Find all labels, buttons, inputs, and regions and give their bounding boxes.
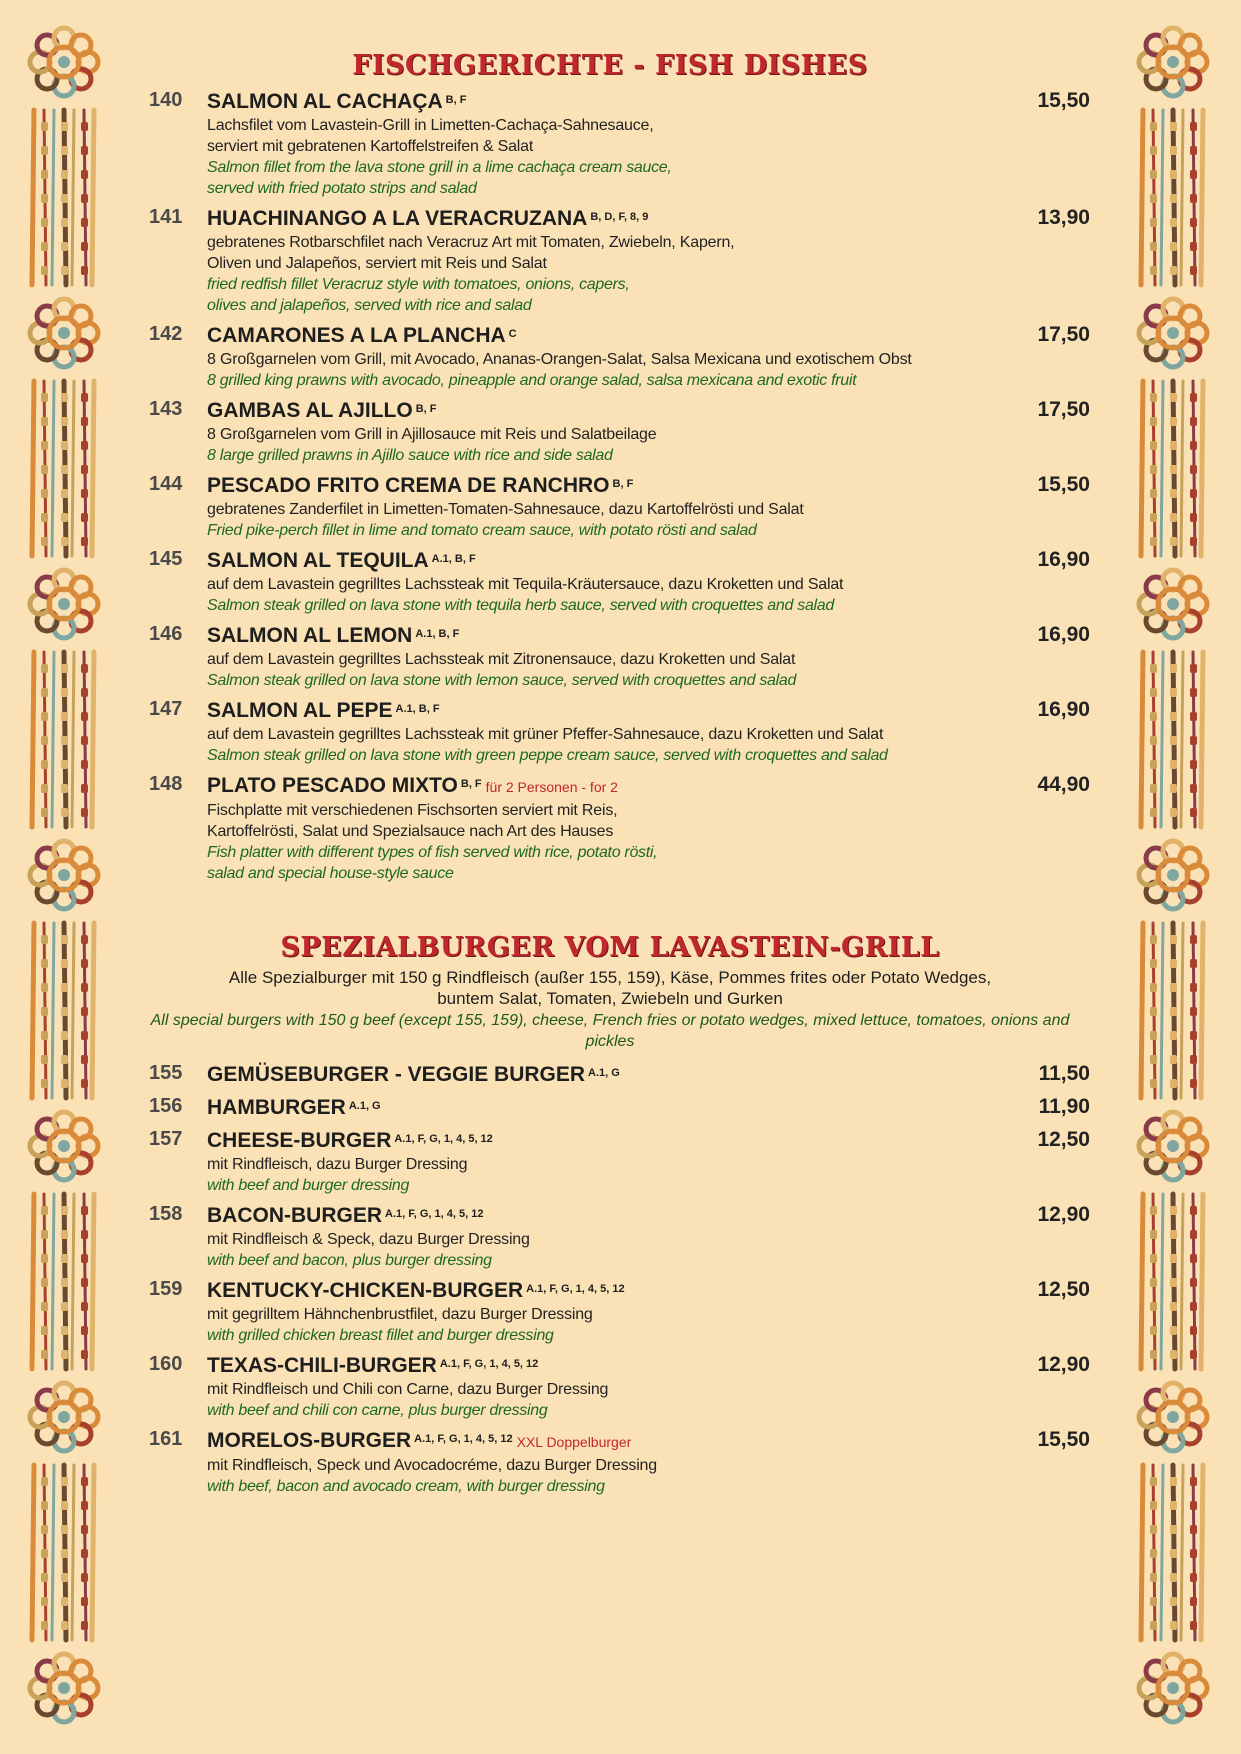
item-price: 17,50 bbox=[1037, 398, 1090, 421]
description-en: Salmon steak grilled on lava stone with tequila herb sauce, served with croquettes and salad bbox=[207, 597, 835, 614]
menu-item bbox=[130, 89, 1090, 199]
item-price: 15,50 bbox=[1037, 1428, 1090, 1451]
serving-note: XXL Doppelburger bbox=[516, 1434, 632, 1450]
item-number: 142 bbox=[149, 323, 183, 345]
description-de: mit Rindfleisch, Speck und Avocadocréme, dazu Burger Dressing bbox=[207, 1457, 657, 1474]
stripe-ornament bbox=[1141, 381, 1203, 556]
burger-section bbox=[130, 932, 1090, 1497]
allergen-codes: B, F bbox=[460, 778, 482, 790]
intro-en: All special burgers with 150 g beef (except 155, 159), cheese, French fries or potato wedges, mixed lettuce, tomatoes, onions and pickles bbox=[150, 1012, 1070, 1050]
item-name: KENTUCKY-CHICKEN-BURGER bbox=[207, 1279, 524, 1302]
description-de: Kartoffelrösti, Salat und Spezialsauce nach Art des Hauses bbox=[207, 823, 614, 840]
item-price: 13,90 bbox=[1037, 206, 1090, 229]
item-name: SALMON AL PEPE bbox=[207, 699, 393, 722]
item-name: TEXAS-CHILI-BURGER bbox=[207, 1354, 437, 1377]
description-de: auf dem Lavastein gegrilltes Lachssteak mit Zitronensauce, dazu Kroketten und Salat bbox=[207, 651, 796, 668]
description-de: 8 Großgarnelen vom Grill in Ajillosauce mit Reis und Salatbeilage bbox=[207, 426, 657, 443]
item-price: 15,50 bbox=[1037, 473, 1090, 496]
burger-section-title: SPEZIALBURGER VOM LAVASTEIN-GRILL bbox=[280, 932, 940, 963]
item-name: GEMÜSEBURGER - VEGGIE BURGER bbox=[207, 1063, 586, 1086]
menu-item bbox=[130, 1095, 1090, 1121]
item-price: 15,50 bbox=[1037, 89, 1090, 112]
flower-ornament bbox=[1139, 28, 1207, 96]
allergen-codes: A.1, G bbox=[348, 1100, 381, 1112]
flower-ornament bbox=[1139, 841, 1207, 909]
menu-item bbox=[130, 698, 1090, 766]
flower-ornament bbox=[1139, 570, 1207, 638]
stripe-ornament bbox=[1141, 1465, 1203, 1640]
menu-item bbox=[130, 1203, 1090, 1271]
allergen-codes: A.1, G bbox=[588, 1067, 620, 1079]
stripe-ornament bbox=[1141, 1194, 1203, 1369]
menu-item bbox=[130, 773, 1090, 884]
item-name: CHEESE-BURGER bbox=[207, 1129, 392, 1152]
description-de: auf dem Lavastein gegrilltes Lachssteak mit grüner Pfeffer-Sahnesauce, dazu Kroketten und Salat bbox=[207, 726, 884, 743]
item-name: CAMARONES A LA PLANCHA bbox=[207, 324, 506, 347]
description-en: salad and special house-style sauce bbox=[207, 865, 454, 882]
description-de: mit Rindfleisch, dazu Burger Dressing bbox=[207, 1156, 468, 1173]
menu-item bbox=[130, 398, 1090, 466]
item-number: 143 bbox=[149, 398, 183, 420]
item-name: HUACHINANGO A LA VERACRUZANA bbox=[207, 207, 588, 230]
description-de: Fischplatte mit verschiedenen Fischsorten serviert mit Reis, bbox=[207, 802, 618, 819]
allergen-codes: A.1, F, G, 1, 4, 5, 12 bbox=[385, 1208, 484, 1220]
item-name: HAMBURGER bbox=[207, 1096, 346, 1119]
flower-ornament bbox=[1139, 1383, 1207, 1451]
menu-item bbox=[130, 473, 1090, 541]
item-price: 11,90 bbox=[1038, 1095, 1090, 1118]
fish-section bbox=[130, 50, 1090, 884]
description-en: with beef and chili con carne, plus burger dressing bbox=[207, 1402, 548, 1419]
allergen-codes: B, F bbox=[415, 403, 437, 415]
item-name: SALMON AL TEQUILA bbox=[207, 549, 429, 572]
item-name: SALMON AL LEMON bbox=[207, 624, 413, 647]
item-number: 144 bbox=[149, 473, 183, 495]
allergen-codes: A.1, F, G, 1, 4, 5, 12 bbox=[414, 1433, 513, 1445]
item-price: 12,90 bbox=[1037, 1203, 1090, 1226]
item-name: SALMON AL CACHAÇA bbox=[207, 90, 443, 113]
description-de: gebratenes Rotbarschfilet nach Veracruz Art mit Tomaten, Zwiebeln, Kapern, bbox=[207, 234, 735, 251]
flower-ornament bbox=[30, 299, 98, 367]
flower-ornament bbox=[30, 1654, 98, 1722]
stripe-ornament bbox=[32, 381, 94, 556]
allergen-codes: A.1, F, G, 1, 4, 5, 12 bbox=[394, 1133, 493, 1145]
description-de: Lachsfilet vom Lavastein-Grill in Limetten-Cachaça-Sahnesauce, bbox=[207, 117, 654, 134]
item-number: 158 bbox=[149, 1203, 183, 1225]
description-en: Fish platter with different types of fish served with rice, potato rösti, bbox=[207, 844, 658, 861]
item-number: 147 bbox=[149, 698, 183, 720]
intro-de: buntem Salat, Tomaten, Zwiebeln und Gurken bbox=[437, 989, 783, 1008]
intro-de: Alle Spezialburger mit 150 g Rindfleisch (außer 155, 159), Käse, Pommes frites oder Potato Wedges, bbox=[228, 968, 992, 987]
allergen-codes: B, F bbox=[445, 94, 467, 106]
item-price: 11,50 bbox=[1038, 1062, 1090, 1085]
item-price: 44,90 bbox=[1037, 773, 1090, 796]
allergen-codes: B, D, F, 8, 9 bbox=[590, 211, 649, 223]
stripe-ornament bbox=[1141, 110, 1203, 285]
menu-item bbox=[130, 323, 1090, 391]
item-price: 16,90 bbox=[1037, 698, 1090, 721]
item-price: 16,90 bbox=[1037, 623, 1090, 646]
flower-ornament bbox=[30, 570, 98, 638]
item-name: GAMBAS AL AJILLO bbox=[207, 399, 413, 422]
menu-item bbox=[130, 1062, 1090, 1088]
menu-page bbox=[130, 50, 1090, 1497]
item-price: 16,90 bbox=[1037, 548, 1090, 571]
allergen-codes: A.1, F, G, 1, 4, 5, 12 bbox=[439, 1358, 539, 1370]
menu-item bbox=[130, 206, 1090, 316]
right-decorative-border bbox=[1121, 0, 1231, 1754]
flower-ornament bbox=[30, 28, 98, 96]
menu-item bbox=[130, 1428, 1090, 1497]
description-en: served with fried potato strips and salad bbox=[207, 180, 477, 197]
menu-item bbox=[130, 1278, 1090, 1346]
description-de: mit gegrilltem Hähnchenbrustfilet, dazu Burger Dressing bbox=[207, 1306, 593, 1323]
flower-ornament bbox=[30, 841, 98, 909]
description-de: gebratenes Zanderfilet in Limetten-Tomaten-Sahnesauce, dazu Kartoffelrösti und Salat bbox=[207, 501, 804, 518]
description-de: auf dem Lavastein gegrilltes Lachssteak mit Tequila-Kräutersauce, dazu Kroketten und Salat bbox=[207, 576, 844, 593]
description-en: Fried pike-perch fillet in lime and tomato cream sauce, with potato rösti and salad bbox=[207, 522, 757, 539]
allergen-codes: A.1, B, F bbox=[415, 628, 460, 640]
item-number: 141 bbox=[149, 206, 183, 228]
description-en: 8 large grilled prawns in Ajillo sauce with rice and side salad bbox=[207, 447, 613, 464]
stripe-ornament bbox=[1141, 923, 1203, 1098]
stripe-ornament bbox=[32, 652, 94, 827]
menu-item bbox=[130, 1353, 1090, 1421]
description-en: with beef and burger dressing bbox=[207, 1177, 410, 1194]
description-de: 8 Großgarnelen vom Grill, mit Avocado, Ananas-Orangen-Salat, Salsa Mexicana und exotischem Obst bbox=[207, 351, 912, 368]
fish-section-title: FISCHGERICHTE - FISH DISHES bbox=[352, 50, 868, 81]
stripe-ornament bbox=[32, 923, 94, 1098]
item-name: MORELOS-BURGER bbox=[207, 1429, 412, 1452]
stripe-ornament bbox=[32, 1194, 94, 1369]
description-en: Salmon steak grilled on lava stone with lemon sauce, served with croquettes and salad bbox=[207, 672, 797, 689]
stripe-ornament bbox=[1141, 652, 1203, 827]
description-en: olives and jalapeños, served with rice and salad bbox=[207, 297, 532, 314]
item-name: PLATO PESCADO MIXTO bbox=[207, 774, 458, 797]
flower-ornament bbox=[1139, 299, 1207, 367]
item-name: BACON-BURGER bbox=[207, 1204, 382, 1227]
item-price: 12,90 bbox=[1037, 1353, 1090, 1376]
item-number: 159 bbox=[149, 1278, 183, 1300]
stripe-ornament bbox=[32, 1465, 94, 1640]
menu-item bbox=[130, 548, 1090, 616]
description-en: with grilled chicken breast fillet and burger dressing bbox=[207, 1327, 554, 1344]
item-number: 160 bbox=[149, 1353, 183, 1375]
description-de: mit Rindfleisch & Speck, dazu Burger Dressing bbox=[207, 1231, 530, 1248]
description-en: fried redfish fillet Veracruz style with tomatoes, onions, capers, bbox=[207, 276, 630, 293]
allergen-codes: A.1, B, F bbox=[395, 703, 440, 715]
item-number: 148 bbox=[149, 773, 183, 795]
allergen-codes: A.1, B, F bbox=[431, 553, 476, 565]
allergen-codes: B, F bbox=[612, 478, 634, 490]
left-decorative-border bbox=[12, 0, 122, 1754]
flower-ornament bbox=[1139, 1654, 1207, 1722]
allergen-codes: C bbox=[508, 328, 517, 340]
description-en: Salmon fillet from the lava stone grill in a lime cachaça cream sauce, bbox=[207, 159, 672, 176]
description-de: Oliven und Jalapeños, serviert mit Reis und Salat bbox=[207, 255, 547, 272]
item-number: 140 bbox=[149, 89, 183, 111]
stripe-ornament bbox=[32, 110, 94, 285]
description-en: with beef and bacon, plus burger dressing bbox=[207, 1252, 492, 1269]
description-en: Salmon steak grilled on lava stone with green peppe cream sauce, served with croquettes and salad bbox=[207, 747, 888, 764]
flower-ornament bbox=[30, 1383, 98, 1451]
item-price: 12,50 bbox=[1037, 1128, 1090, 1151]
description-de: serviert mit gebratenen Kartoffelstreifen & Salat bbox=[207, 138, 534, 155]
serving-note: für 2 Personen - for 2 bbox=[485, 779, 618, 795]
item-price: 17,50 bbox=[1037, 323, 1090, 346]
item-number: 146 bbox=[149, 623, 183, 645]
item-name: PESCADO FRITO CREMA DE RANCHRO bbox=[207, 474, 610, 497]
item-number: 161 bbox=[149, 1428, 183, 1450]
description-en: 8 grilled king prawns with avocado, pineapple and orange salad, salsa mexicana and exotic fruit bbox=[207, 372, 857, 389]
burger-intro bbox=[130, 967, 1090, 1052]
allergen-codes: A.1, F, G, 1, 4, 5, 12 bbox=[526, 1283, 625, 1295]
item-price: 12,50 bbox=[1037, 1278, 1090, 1301]
menu-item bbox=[130, 1128, 1090, 1196]
flower-ornament bbox=[1139, 1112, 1207, 1180]
flower-ornament bbox=[30, 1112, 98, 1180]
item-number: 157 bbox=[149, 1128, 183, 1150]
description-en: with beef, bacon and avocado cream, with burger dressing bbox=[207, 1478, 605, 1495]
description-de: mit Rindfleisch und Chili con Carne, dazu Burger Dressing bbox=[207, 1381, 609, 1398]
menu-item bbox=[130, 623, 1090, 691]
item-number: 156 bbox=[149, 1095, 183, 1117]
item-number: 145 bbox=[149, 548, 183, 570]
item-number: 155 bbox=[149, 1062, 183, 1084]
